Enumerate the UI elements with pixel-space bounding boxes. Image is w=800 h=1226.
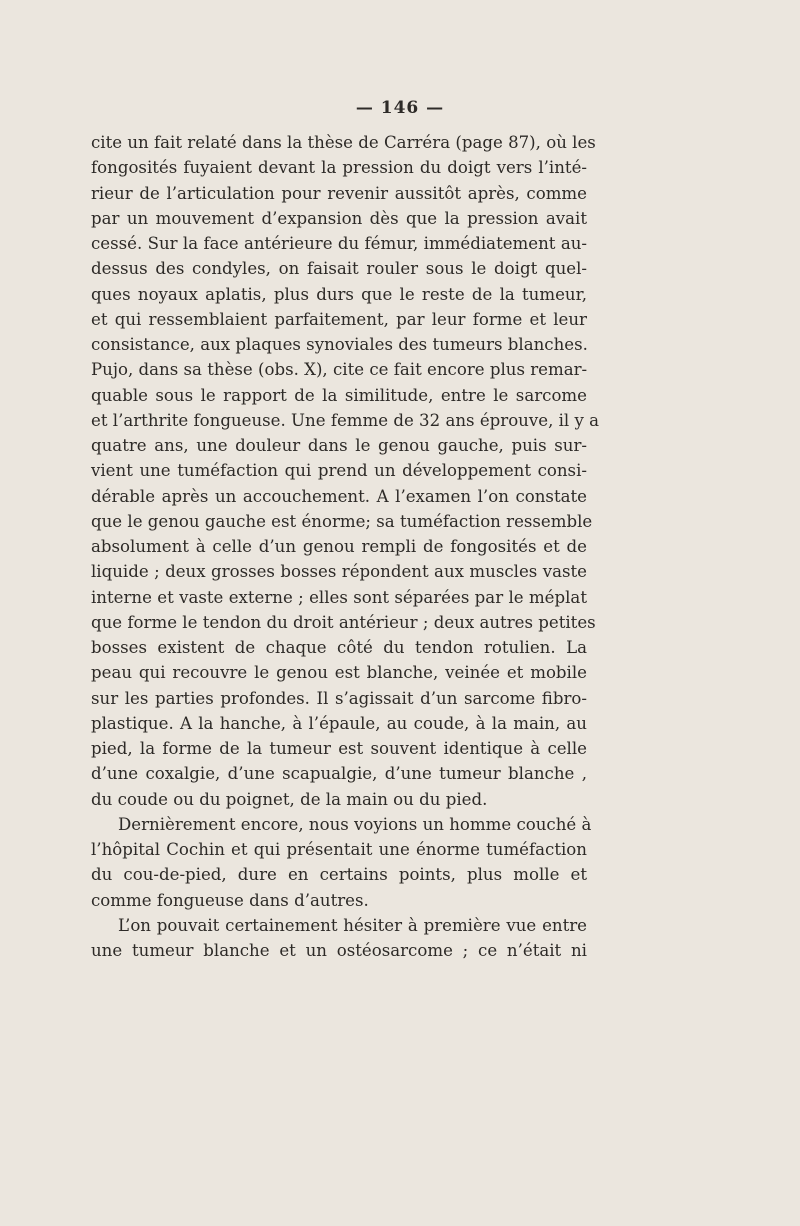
text-line: l’hôpital Cochin et qui présentait une énorme tuméfaction <box>91 840 587 859</box>
text-line: peau qui recouvre le genou est blanche, veinée et mobile <box>91 663 587 683</box>
text-line: que le genou gauche est énorme; sa tuméfaction ressemble <box>91 511 593 531</box>
text-line: comme fongueuse dans d’autres. <box>91 890 369 910</box>
text-line: d’une coxalgie, d’une scapualgie, d’une tumeur blanche , <box>91 764 587 784</box>
text-line: L’on pouvait certainement hésiter à première vue entre <box>118 915 587 935</box>
text-line: dérable après un accouchement. A l’examen l’on constate <box>91 486 587 506</box>
text-line: Pujo, dans sa thèse (obs. X), cite ce fait encore plus remar- <box>91 360 588 380</box>
text-line: fongosités fuyaient devant la pression du doigt vers l’inté- <box>91 158 587 178</box>
text-line: du coude ou du poignet, de la main ou du pied. <box>91 789 488 809</box>
text-line: quatre ans, une douleur dans le genou gauche, puis sur- <box>91 436 587 455</box>
text-line: et l’arthrite fongueuse. Une femme de 32 ans éprouve, il y a <box>91 410 600 430</box>
text-line: vient une tuméfaction qui prend un développement consi- <box>91 461 587 481</box>
text-line: ques noyaux aplatis, plus durs que le reste de la tumeur, <box>91 284 587 304</box>
text-line: quable sous le rapport de la similitude, entre le sarcome <box>91 385 587 405</box>
text-line: plastique. A la hanche, à l’épaule, au coude, à la main, au <box>91 713 587 733</box>
text-line: sur les parties profondes. Il s’agissait d’un sarcome fibro- <box>91 688 587 708</box>
text-line: une tumeur blanche et un ostéosarcome ; ce n’était ni <box>91 941 587 960</box>
text-line: rieur de l’articulation pour revenir aussitôt après, comme <box>91 183 587 203</box>
text-line: consistance, aux plaques synoviales des tumeurs blanches. <box>91 335 588 354</box>
text-line: dessus des condyles, on faisait rouler sous le doigt quel- <box>91 259 587 279</box>
text-line: que forme le tendon du droit antérieur ; deux autres petites <box>91 612 596 632</box>
body-text <box>91 130 600 963</box>
text-line: et qui ressemblaient parfaitement, par leur forme et leur <box>91 309 587 329</box>
page-number: — 146 — <box>355 98 445 118</box>
text-line: cessé. Sur la face antérieure du fémur, immédiatement au- <box>91 234 587 253</box>
text-line: cite un fait relaté dans la thèse de Carréra (page 87), où les <box>91 133 596 152</box>
text-line: interne et vaste externe ; elles sont séparées par le méplat <box>91 587 587 607</box>
text-line: bosses existent de chaque côté du tendon rotulien. La <box>91 638 587 657</box>
text-line: par un mouvement d’expansion dès que la pression avait <box>91 208 587 228</box>
text-line: absolument à celle d’un genou rempli de fongosités et de <box>91 537 587 556</box>
text-line: liquide ; deux grosses bosses répondent aux muscles vaste <box>91 562 587 582</box>
text-line: du cou-de-pied, dure en certains points, plus molle et <box>91 865 587 885</box>
text-line: pied, la forme de la tumeur est souvent identique à celle <box>91 739 587 758</box>
text-line: Dernièrement encore, nous voyions un homme couché à <box>118 814 592 834</box>
